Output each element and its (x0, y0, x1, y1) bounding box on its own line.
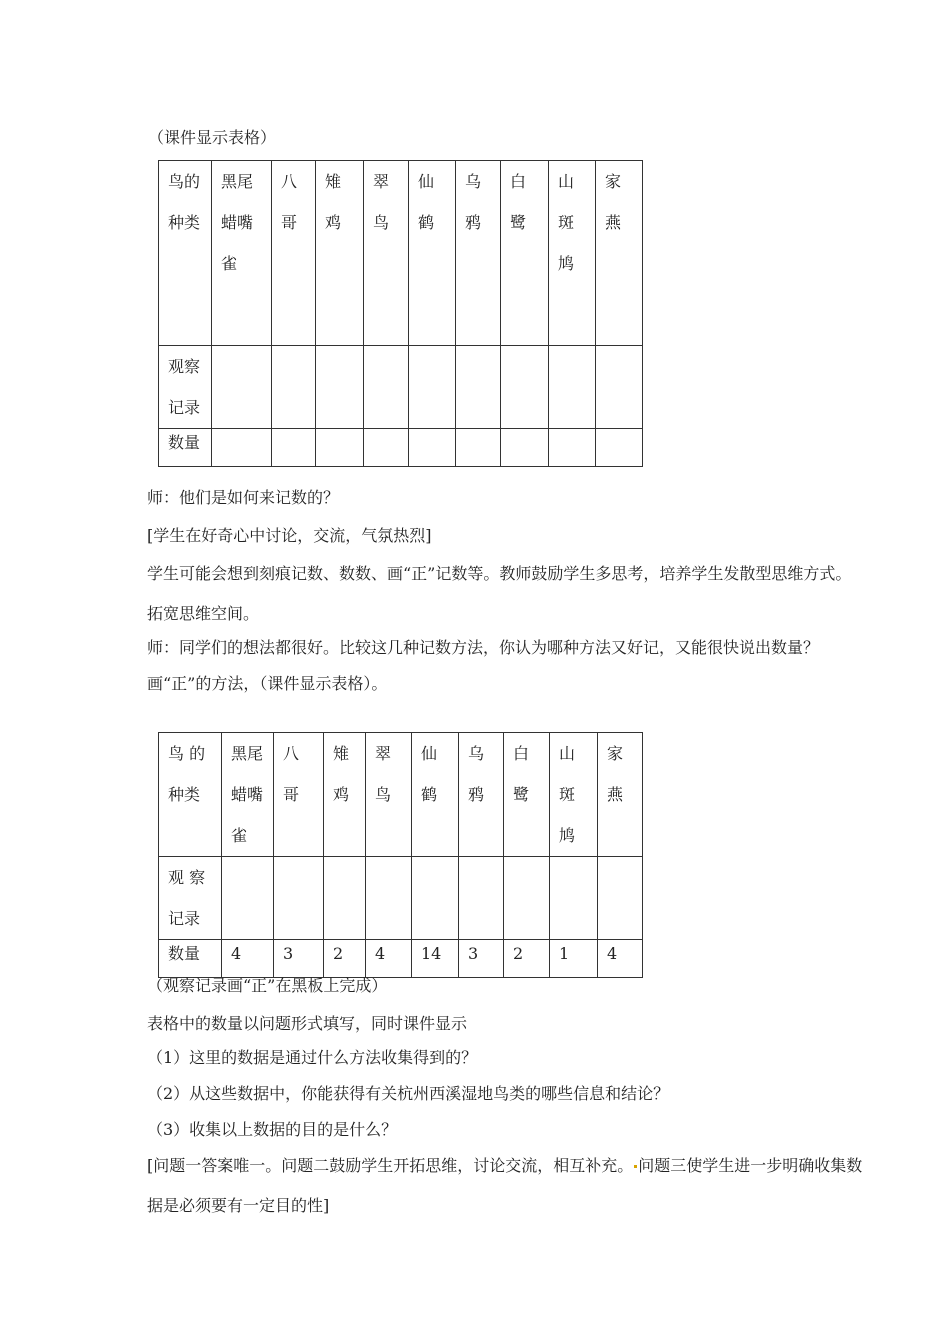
question-3: （3）收集以上数据的目的是什么？ (147, 1120, 398, 1139)
table-row (159, 429, 643, 467)
table-cell: 雉 鸡 (316, 161, 364, 346)
table-cell: 八 哥 (274, 733, 324, 857)
table-cell: 白 鹭 (501, 161, 549, 346)
table-cell: 4 (366, 940, 412, 978)
table-cell: 雉 鸡 (324, 733, 366, 857)
table-cell: 1 (550, 940, 598, 978)
table-cell: 鸟的 种类 (159, 161, 212, 346)
table-cell (409, 346, 456, 429)
table-cell (222, 857, 274, 940)
table-cell (212, 346, 272, 429)
table-cell (596, 346, 643, 429)
table-cell (459, 857, 504, 940)
table-cell: 山 斑 鸠 (549, 161, 596, 346)
table-cell: 观 察 记录 (159, 857, 222, 940)
table-row (159, 161, 643, 346)
paragraph: [问题一答案唯一。问题二鼓励学生开拓思维，讨论交流，相互补充。 问题三使学生进一步明确收集数据是必须要有一定目的性] (147, 1156, 863, 1215)
table-cell (409, 429, 456, 467)
table-cell (274, 857, 324, 940)
paragraph: 师：他们是如何来记数的？ (147, 488, 340, 507)
table-cell: 黑尾 蜡嘴 雀 (222, 733, 274, 857)
table-cell: 黑尾 蜡嘴 雀 (212, 161, 272, 346)
table-cell (549, 346, 596, 429)
table-cell: 家 燕 (596, 161, 643, 346)
table-cell (456, 346, 501, 429)
paragraph: 画“正”的方法，（课件显示表格）。 (147, 674, 388, 693)
caption-table-1: （课件显示表格） (148, 128, 277, 147)
table-cell (501, 429, 549, 467)
paragraph: [学生在好奇心中讨论，交流，气氛热烈] (147, 526, 432, 545)
table-cell (316, 429, 364, 467)
table-cell: 八 哥 (272, 161, 316, 346)
paragraph: 表格中的数量以问题形式填写，同时课件显示 (147, 1014, 468, 1033)
bird-table-2 (158, 732, 643, 978)
table-cell: 3 (274, 940, 324, 978)
table-cell (598, 857, 643, 940)
table-cell: 仙 鹤 (412, 733, 459, 857)
table-cell: 白 鹭 (504, 733, 550, 857)
table-cell (212, 429, 272, 467)
table-row (159, 733, 643, 857)
table-cell: 翠 鸟 (364, 161, 409, 346)
paragraph: 学生可能会想到刻痕记数、数数、画“正”记数等。教师鼓励学生多思考，培养学生发散型思维方式。拓宽思维空间。 (147, 564, 852, 623)
table-cell: 翠 鸟 (366, 733, 412, 857)
table-row (159, 857, 643, 940)
table-cell: 2 (324, 940, 366, 978)
table-cell: 3 (459, 940, 504, 978)
table-cell (501, 346, 549, 429)
table-cell (456, 429, 501, 467)
paragraph: 师：同学们的想法都很好。比较这几种记数方法，你认为哪种方法又好记，又能很快说出数量？ (147, 638, 820, 657)
table-cell: 乌 鸦 (456, 161, 501, 346)
table-cell: 乌 鸦 (459, 733, 504, 857)
table-cell (364, 429, 409, 467)
table-cell: 2 (504, 940, 550, 978)
table-cell: 仙 鹤 (409, 161, 456, 346)
table-cell (550, 857, 598, 940)
table-cell: 数量 (159, 940, 222, 978)
table-cell (316, 346, 364, 429)
table-cell (272, 346, 316, 429)
table-cell (324, 857, 366, 940)
bird-table-1 (158, 160, 643, 467)
table-cell: 4 (598, 940, 643, 978)
table-cell (549, 429, 596, 467)
question-1: （1）这里的数据是通过什么方法收集得到的？ (147, 1048, 478, 1067)
table-cell: 观察 记录 (159, 346, 212, 429)
table-cell: 数量 (159, 429, 212, 467)
table-row (159, 346, 643, 429)
table-cell: 14 (412, 940, 459, 978)
table-cell (596, 429, 643, 467)
table-cell: 4 (222, 940, 274, 978)
table-cell: 山 斑 鸠 (550, 733, 598, 857)
table-cell (364, 346, 409, 429)
table-cell (504, 857, 550, 940)
table-cell: 鸟 的 种类 (159, 733, 222, 857)
table-cell: 家 燕 (598, 733, 643, 857)
table-cell (366, 857, 412, 940)
table-row (159, 940, 643, 978)
table-cell (412, 857, 459, 940)
caption-table-2: （观察记录画“正”在黑板上完成） (147, 976, 388, 995)
table-cell (272, 429, 316, 467)
mark-dot (634, 1165, 637, 1168)
question-2: （2）从这些数据中，你能获得有关杭州西溪湿地鸟类的哪些信息和结论？ (147, 1084, 670, 1103)
